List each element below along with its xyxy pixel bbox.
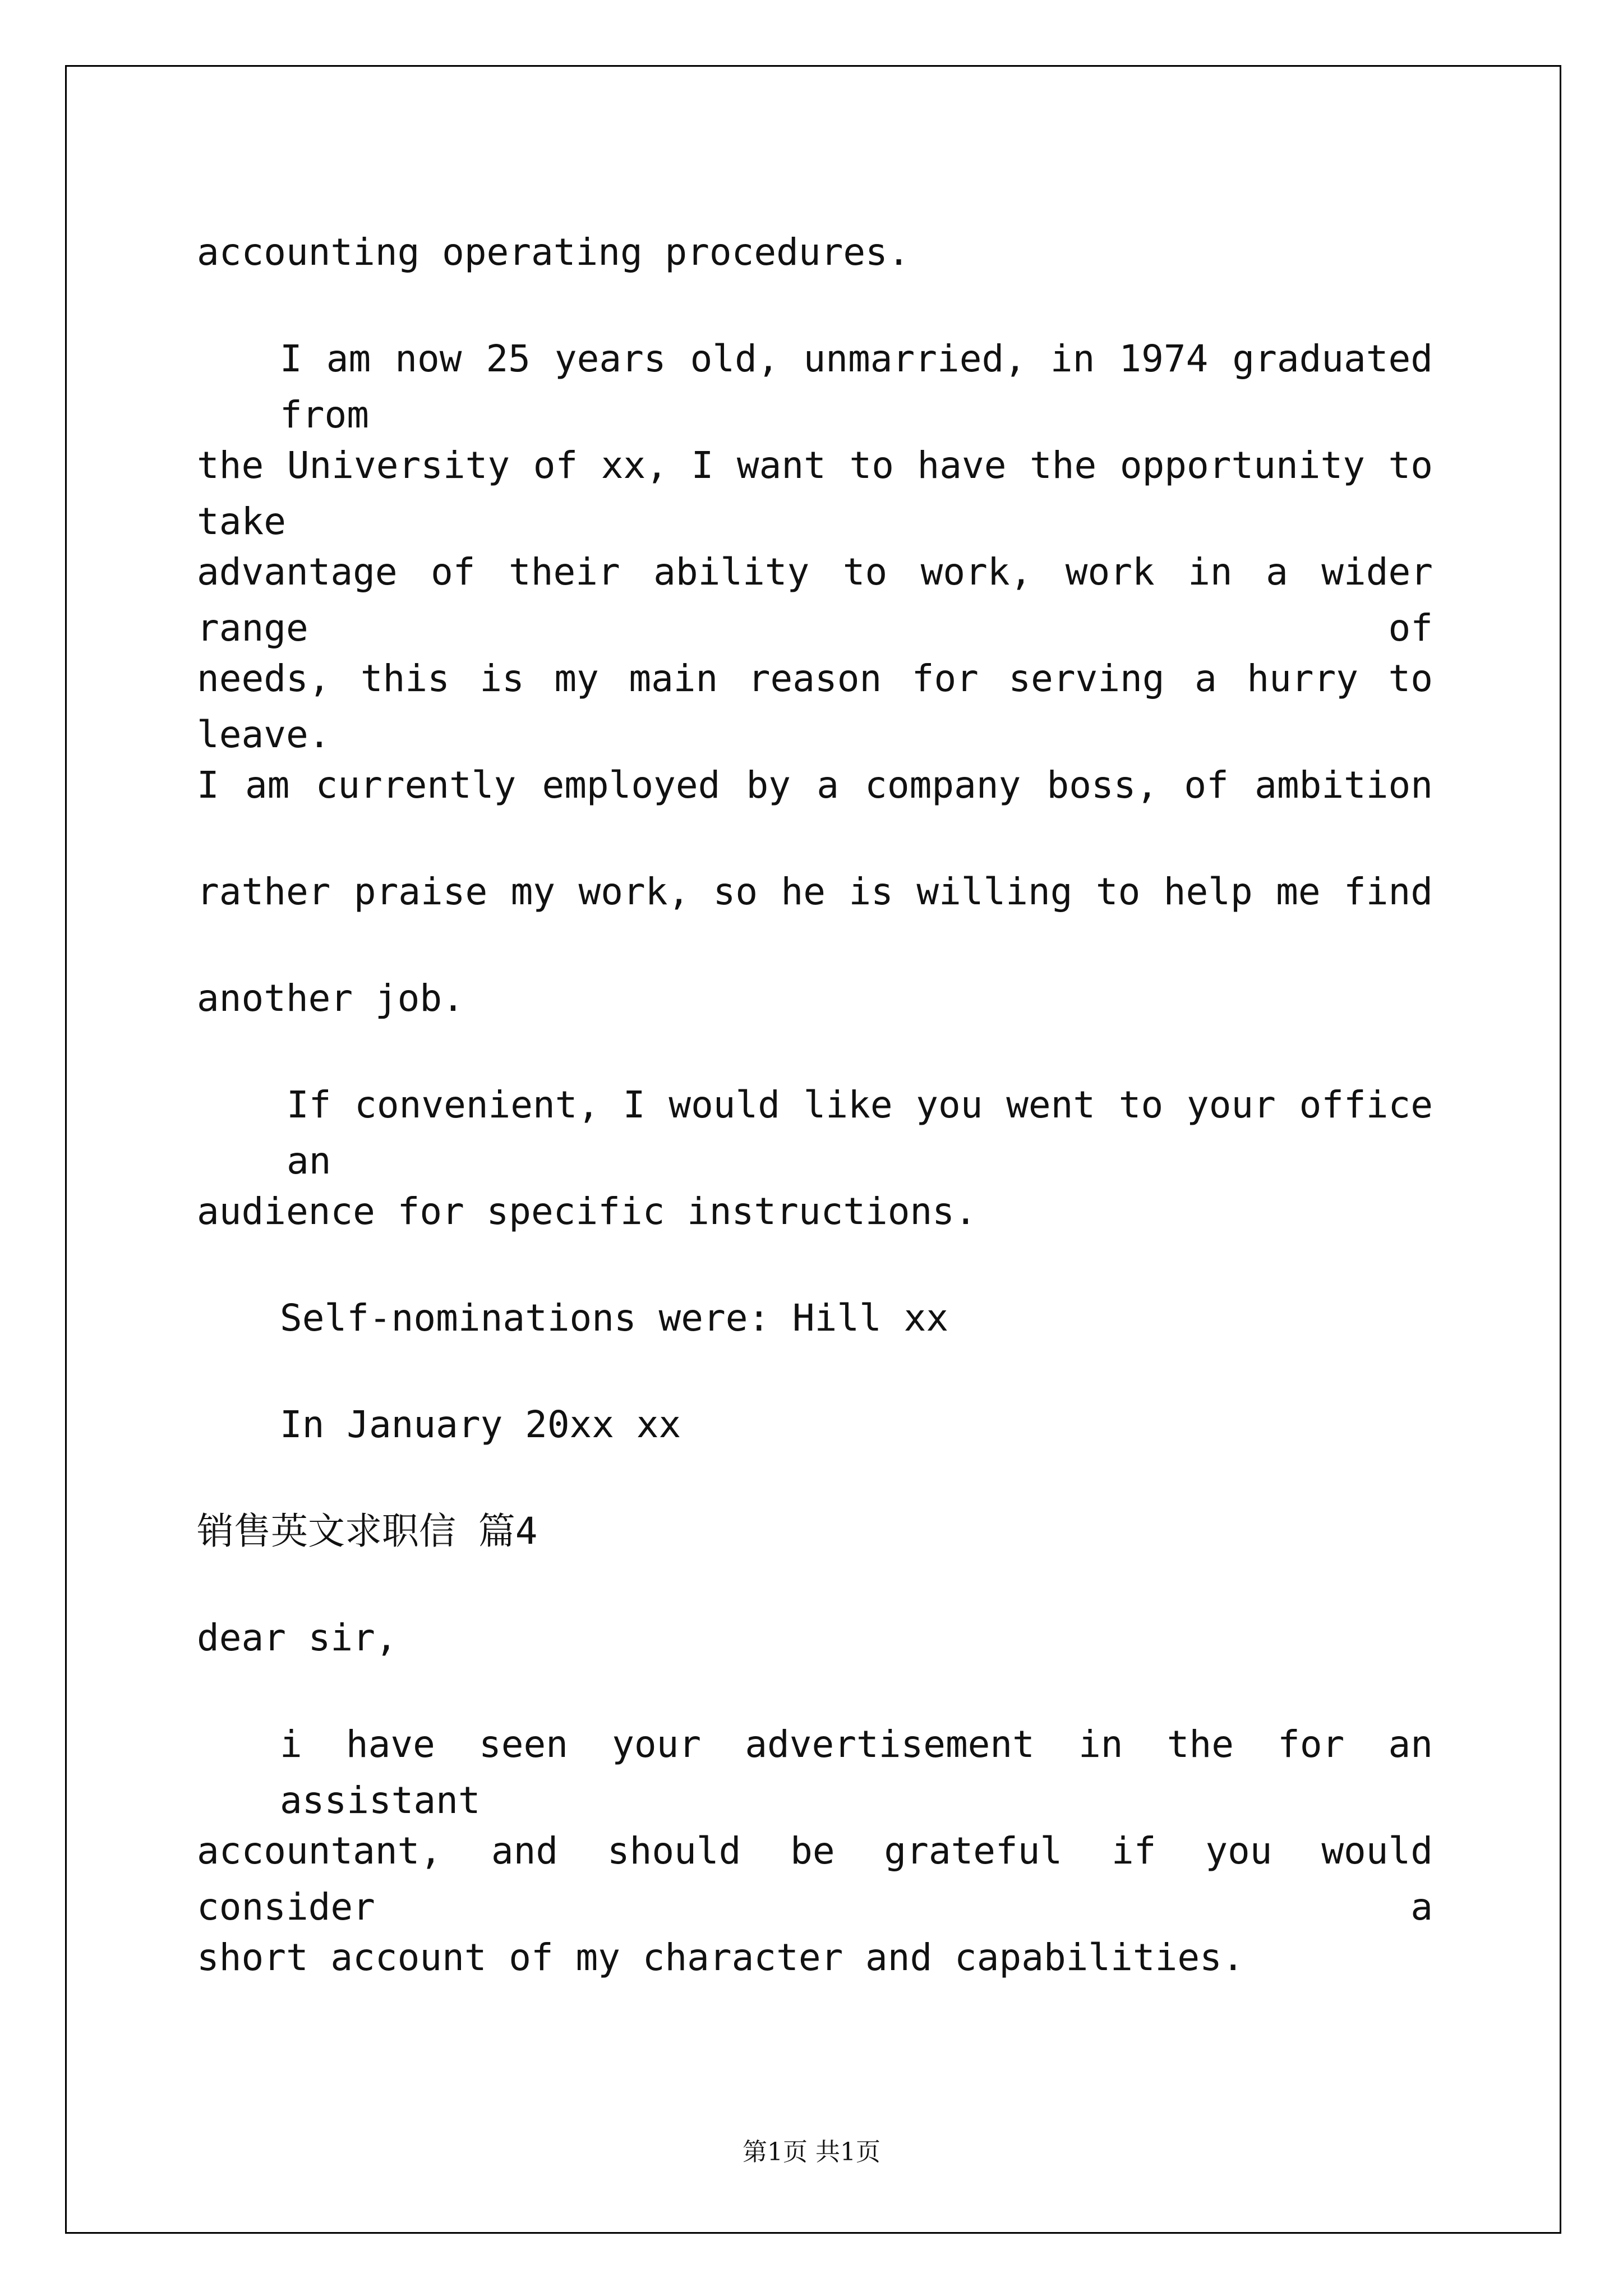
- text-line: If convenient, I would like you went to your office an: [287, 1083, 1433, 1182]
- text-line: short account of my character and capabilities.: [197, 1936, 1244, 1979]
- page-footer: 第1页 共1页: [743, 2138, 880, 2166]
- text-line: audience for specific instructions.: [197, 1190, 977, 1233]
- section-heading: 销售英文求职信 篇4: [197, 1510, 538, 1553]
- text-line: i have seen your advertisement in the for an assistant: [280, 1723, 1433, 1822]
- text-line: needs, this is my main reason for serving a hurry to leave.: [197, 657, 1433, 756]
- text-line: accounting operating procedures.: [197, 231, 910, 274]
- text-line: accountant, and should be grateful if you would consider a: [197, 1829, 1433, 1929]
- text-line: rather praise my work, so he is willing to help me find: [197, 870, 1433, 913]
- text-line: I am now 25 years old, unmarried, in 1974 graduated from: [280, 337, 1433, 436]
- text-line: the University of xx, I want to have the opportunity to take: [197, 444, 1433, 543]
- date-line: In January 20xx xx: [280, 1403, 681, 1446]
- text-line: advantage of their ability to work, work in a wider range of: [197, 550, 1433, 650]
- text-line: another job.: [197, 977, 464, 1020]
- text-line: I am currently employed by a company boss, of ambition: [197, 763, 1433, 807]
- signature-line: Self-nominations were: Hill xx: [280, 1296, 949, 1340]
- salutation: dear sir,: [197, 1616, 398, 1659]
